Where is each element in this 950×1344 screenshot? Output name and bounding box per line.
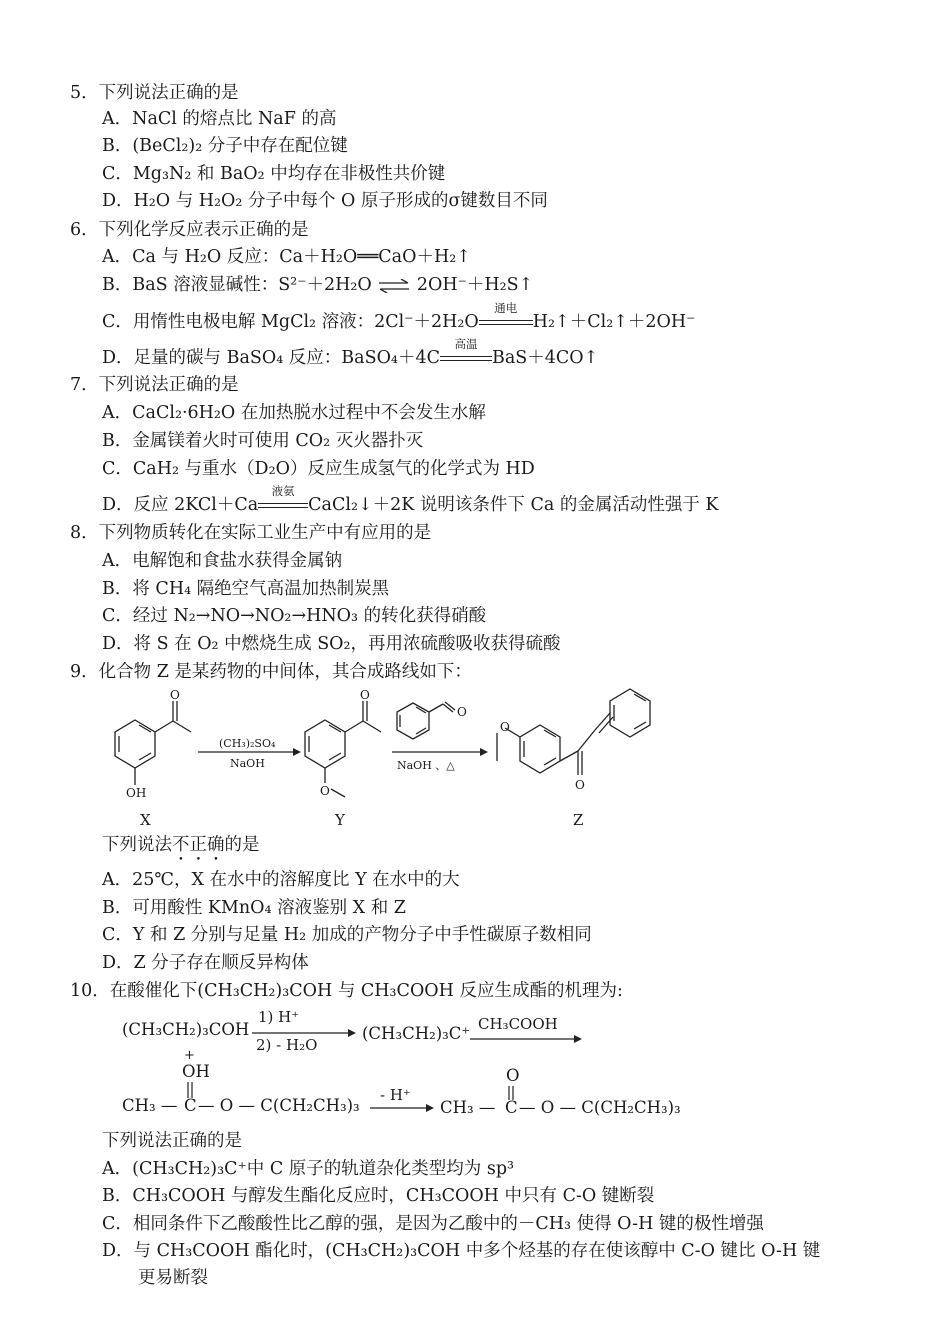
- benzaldehyde: [397, 702, 455, 739]
- q7-d-condition: 液氨: [271, 484, 295, 498]
- q7-option-c: C．CaH₂ 与重水（D₂O）反应生成氢气的化学式为 HD: [102, 459, 535, 479]
- q9-sub-post: 的是: [224, 835, 260, 855]
- z-ether-o: O: [500, 720, 510, 734]
- mech-inter-right: — O — C(CH₂CH₃)₃: [198, 1096, 360, 1115]
- q9-option-d: D．Z 分子存在顺反异构体: [102, 953, 309, 973]
- benzaldehyde-o: O: [457, 705, 467, 719]
- q6-d-left: D．足量的碳与 BaSO₄ 反应：BaSO₄＋4C: [102, 348, 440, 368]
- reagent-1-top: (CH₃)₂SO₄: [219, 737, 276, 750]
- q9-option-c: C．Y 和 Z 分别与足量 H₂ 加成的产物分子中手性碳原子数相同: [102, 925, 592, 945]
- q6-d-right: BaS＋4CO↑: [491, 348, 599, 368]
- q8-option-d: D．将 S 在 O₂ 中燃烧生成 SO₂，再用浓硫酸吸收获得硫酸: [102, 634, 561, 654]
- q9-option-a: A．25℃，X 在水中的溶解度比 Y 在水中的大: [102, 870, 460, 890]
- molecule-z: [497, 689, 650, 775]
- mech-oh: OH: [182, 1062, 210, 1081]
- q8-option-a: A．电解饱和食盐水获得金属钠: [102, 551, 343, 571]
- reagent-1-bottom: NaOH: [230, 757, 265, 770]
- q7-d-condition-arrow: [258, 484, 308, 518]
- q10-option-c: C．相同条件下乙酸酸性比乙醇的强，是因为乙酸中的－CH₃ 使得 O-H 键的极性增强: [102, 1214, 764, 1234]
- q7-d-right: CaCl₂↓＋2K 说明该条件下 Ca 的金属活动性强于 K: [308, 495, 719, 515]
- label-x: X: [140, 811, 151, 829]
- y-carbonyl-o: O: [360, 688, 370, 702]
- mech-cation: (CH₃CH₂)₃C⁺: [362, 1024, 471, 1043]
- mech-arrow-3: [370, 1104, 434, 1112]
- q8-stem: 8．下列物质转化在实际工业生产中有应用的是: [70, 523, 432, 543]
- q6-option-b: [102, 272, 533, 298]
- label-z: Z: [573, 811, 584, 829]
- q10-option-d-continued: 更易断裂: [138, 1268, 208, 1288]
- equilibrium-arrow-icon: [377, 279, 411, 293]
- z-carbonyl-o: O: [575, 778, 585, 792]
- q5-option-b: B．(BeCl₂)₂ 分子中存在配位键: [102, 136, 348, 156]
- q6-option-c: [102, 301, 696, 335]
- q7-d-left: D．反应 2KCl＋Ca: [102, 495, 259, 515]
- q5-option-d: D．H₂O 与 H₂O₂ 分子中每个 O 原子形成的σ键数目不同: [102, 191, 548, 211]
- q6-c-condition-arrow: [479, 301, 533, 335]
- x-carbonyl-o: O: [170, 688, 180, 702]
- mech-inter-left: CH₃ —: [122, 1096, 178, 1115]
- mech-prod-c: C: [505, 1098, 518, 1117]
- q9-option-b: B．可用酸性 KMnO₄ 溶液鉴别 X 和 Z: [102, 898, 406, 918]
- q9-sub-pre: 下列说法: [102, 835, 172, 855]
- q10-stem: 10．在酸催化下(CH₃CH₂)₃COH 与 CH₃COOH 反应生成酯的机理为:: [70, 981, 623, 1001]
- mech-step2-top: CH₃COOH: [478, 1015, 558, 1033]
- q7-option-d: [102, 484, 719, 518]
- q6-stem: 6．下列化学反应表示正确的是: [70, 220, 309, 240]
- mech-prod-right: — O — C(CH₂CH₃)₃: [519, 1098, 681, 1117]
- q6-c-left: C．用惰性电极电解 MgCl₂ 溶液：2Cl⁻＋2H₂O: [102, 312, 479, 332]
- q6-option-a: A．Ca 与 H₂O 反应：Ca＋H₂O══CaO＋H₂↑: [102, 247, 471, 267]
- mech-arrow-2: [470, 1035, 582, 1043]
- q6-d-condition-arrow: [440, 337, 492, 371]
- q6-b-left: B．BaS 溶液显碱性：S²⁻＋2H₂O: [102, 275, 372, 295]
- q8-option-b: B．将 CH₄ 隔绝空气高温加热制炭黑: [102, 579, 390, 599]
- mech-prod-o: O: [506, 1066, 520, 1085]
- label-y: Y: [335, 811, 345, 829]
- synthesis-scheme: [95, 685, 695, 835]
- y-ether-o: O: [320, 784, 330, 798]
- q7-option-b: B．金属镁着火时可使用 CO₂ 灭火器扑灭: [102, 431, 424, 451]
- reagent-2-bottom: NaOH 、△: [397, 759, 455, 772]
- q10-option-d: D．与 CH₃COOH 酯化时，(CH₃CH₂)₃COH 中多个烃基的存在使该醇中 C-O 键比 O-H 键: [102, 1241, 821, 1261]
- q8-option-c: C．经过 N₂→NO→NO₂→HNO₃ 的转化获得硝酸: [102, 606, 487, 626]
- q9-emphasis: 不正确: [172, 835, 225, 855]
- x-hydroxyl: OH: [126, 786, 147, 800]
- q7-stem: 7．下列说法正确的是: [70, 375, 239, 395]
- molecule-y: [305, 701, 381, 797]
- mech-prod-left: CH₃ —: [440, 1098, 496, 1117]
- q9-stem: 9．化合物 Z 是某药物的中间体，其合成路线如下：: [70, 662, 472, 682]
- q10-option-b: B．CH₃COOH 与醇发生酯化反应时，CH₃COOH 中只有 C-O 键断裂: [102, 1186, 655, 1206]
- q9-sub-question: [102, 832, 260, 865]
- q7-option-a: A．CaCl₂·6H₂O 在加热脱水过程中不会发生水解: [102, 403, 486, 423]
- q6-option-d: [102, 337, 599, 371]
- mech-step1-bottom: 2) - H₂O: [256, 1036, 318, 1054]
- q10-sub-question: 下列说法正确的是: [102, 1131, 242, 1151]
- q6-c-condition: 通电: [494, 301, 518, 315]
- mech-reactant: (CH₃CH₂)₃COH: [122, 1020, 250, 1039]
- q6-c-right: H₂↑＋Cl₂↑＋2OH⁻: [532, 312, 696, 332]
- q6-b-right: 2OH⁻＋H₂S↑: [416, 275, 534, 295]
- q5-option-a: A．NaCl 的熔点比 NaF 的高: [102, 109, 337, 129]
- mech-step3-top: - H⁺: [380, 1086, 411, 1104]
- mech-step1-top: 1) H⁺: [258, 1008, 300, 1026]
- q10-option-a: A．(CH₃CH₂)₃C⁺中 C 原子的轨道杂化类型均为 sp³: [102, 1159, 515, 1179]
- mech-plus: +: [184, 1048, 195, 1063]
- q5-option-c: C．Mg₃N₂ 和 BaO₂ 中均存在非极性共价键: [102, 164, 446, 184]
- q6-d-condition: 高温: [454, 337, 478, 351]
- molecule-x: [115, 701, 191, 785]
- q5-stem: 5．下列说法正确的是: [70, 83, 239, 103]
- mech-inter-c: C: [184, 1096, 197, 1115]
